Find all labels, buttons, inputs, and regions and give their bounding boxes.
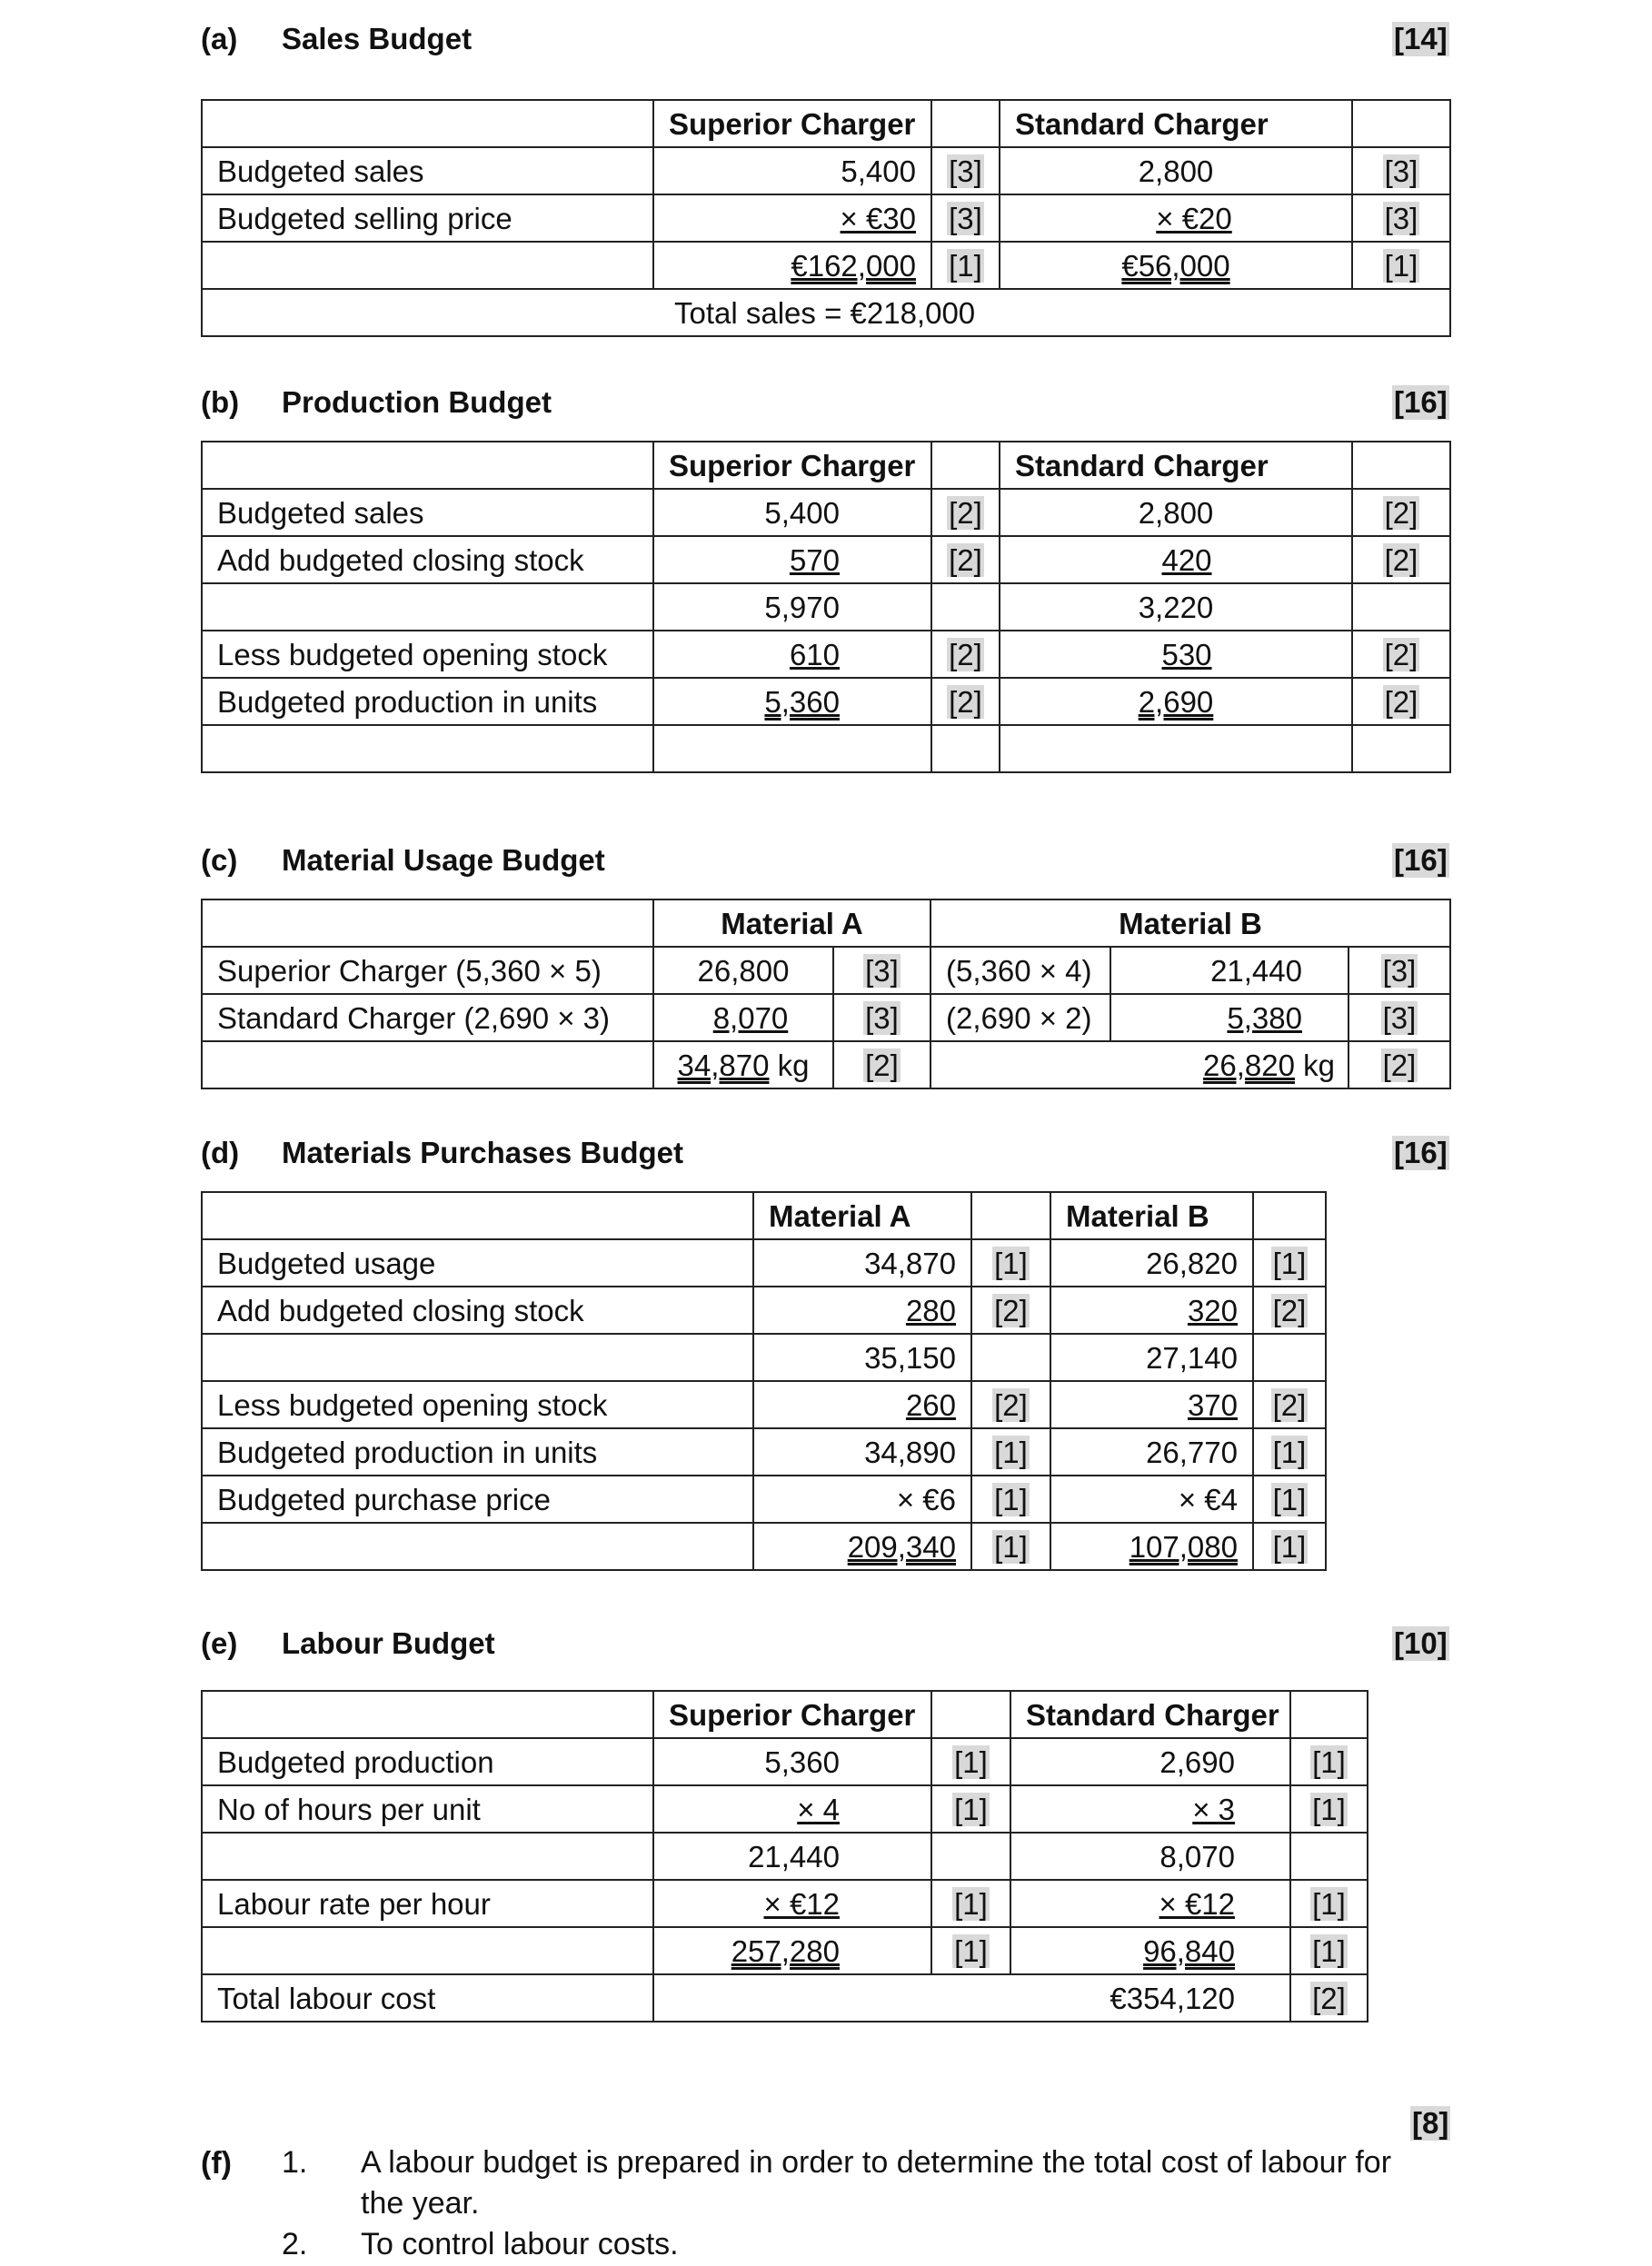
table-row: Labour rate per hour × €12 [1] × €12 [1] [202, 1880, 1368, 1927]
table-row: Add budgeted closing stock 570 [2] 420 [2] [202, 536, 1450, 583]
marks-badge: [3] [1382, 1000, 1417, 1035]
table-row: 257,280 [1] 96,840 [1] [202, 1927, 1368, 1974]
section-d-title: Materials Purchases Budget [282, 1136, 683, 1169]
section-b-marks: [16] [1394, 385, 1448, 419]
table-row: 21,440 8,070 [202, 1833, 1368, 1880]
section-a-title: Sales Budget [282, 22, 473, 55]
table-header-row [202, 442, 1450, 489]
marks-badge: [2] [1384, 495, 1418, 530]
total-labour-label: Total labour cost [202, 1974, 653, 2022]
col-header-material-a: Material A [753, 1192, 971, 1239]
section-c-title: Material Usage Budget [282, 843, 605, 877]
col-header-standard: Standard Charger [1000, 100, 1352, 147]
marks-badge: [3] [949, 201, 982, 235]
item-2-text: To control labour costs. [361, 2227, 679, 2261]
total-row [202, 289, 1450, 336]
table-header-row [202, 100, 1450, 147]
marks-badge: [1] [994, 1246, 1028, 1280]
marks-badge: [2] [949, 542, 982, 577]
table-row: 209,340 [1] 107,080 [1] [202, 1523, 1326, 1570]
col-header-material-b: Material B [1050, 1192, 1253, 1239]
col-header-material-b: Material B [930, 899, 1450, 947]
marks-badge: [3] [865, 953, 899, 988]
marks-badge: [3] [949, 154, 982, 188]
material-usage-table [201, 899, 1451, 1089]
marks-badge: [1] [954, 1933, 988, 1968]
section-e-letter: (e) [201, 1626, 238, 1660]
table-row: Standard Charger (2,690 × 3) 8,070 [3] (2,690 × 2) 5,380 [3] [202, 994, 1450, 1041]
marks-badge: [2] [1382, 1048, 1417, 1082]
marks-badge: [2] [949, 684, 982, 719]
table-row: No of hours per unit × 4 [1] × 3 [1] [202, 1785, 1368, 1833]
materials-purchases-table [201, 1191, 1327, 1571]
marks-badge: [2] [1272, 1293, 1307, 1327]
section-d-letter: (d) [201, 1136, 240, 1169]
marks-badge: [1] [1272, 1482, 1307, 1516]
marks-badge: [3] [1384, 154, 1418, 188]
marks-badge: [1] [1272, 1246, 1307, 1280]
section-b-letter: (b) [201, 385, 240, 419]
table-row: Less budgeted opening stock 260 [2] 370 [2] [202, 1381, 1326, 1428]
section-c-letter: (c) [201, 843, 238, 877]
marks-badge: [2] [1312, 1981, 1346, 2015]
marks-badge: [1] [954, 1886, 988, 1921]
marks-badge: [2] [949, 495, 982, 530]
total-row [202, 1974, 1368, 2022]
table-row [202, 725, 1450, 772]
marks-badge: [1] [1312, 1886, 1346, 1921]
marks-badge: [3] [1384, 201, 1418, 235]
table-header-row [202, 899, 1450, 947]
table-row: Superior Charger (5,360 × 5) 26,800 [3] (5,360 × 4) 21,440 [3] [202, 947, 1450, 994]
table-header-row [202, 1192, 1326, 1239]
marks-badge: [1] [994, 1529, 1028, 1564]
section-a-letter: (a) [201, 22, 238, 55]
marks-badge: [1] [949, 248, 982, 283]
table-row: Budgeted usage 34,870 [1] 26,820 [1] [202, 1239, 1326, 1287]
marks-badge: [1] [994, 1482, 1028, 1516]
marks-badge: [1] [954, 1744, 988, 1779]
labour-budget-table [201, 1690, 1368, 2023]
table-row: Budgeted production in units 5,360 [2] 2,690 [2] [202, 678, 1450, 725]
marks-badge: [1] [1272, 1529, 1307, 1564]
col-header-material-a: Material A [653, 899, 930, 947]
table-row: Less budgeted opening stock 610 [2] 530 [2] [202, 631, 1450, 678]
production-budget-table [201, 441, 1451, 773]
item-1-text: A labour budget is prepared in order to determine the total cost of labour for the year. [361, 2145, 1392, 2221]
marks-badge: [2] [1272, 1387, 1307, 1422]
table-row: Budgeted selling price × €30 [3] × €20 [3] [202, 194, 1450, 242]
col-header-superior: Superior Charger [653, 1691, 931, 1738]
marks-badge: [1] [1312, 1792, 1346, 1826]
table-row: Budgeted sales 5,400 [3] 2,800 [3] [202, 147, 1450, 194]
section-f-letter: (f) [201, 2146, 232, 2181]
marks-badge: [2] [1384, 542, 1418, 577]
sales-budget-table [201, 99, 1451, 337]
marks-badge: [1] [1384, 248, 1418, 283]
table-row: €162,000 [1] €56,000 [1] [202, 242, 1450, 289]
section-b-title: Production Budget [282, 385, 552, 419]
col-header-standard: Standard Charger [1010, 1691, 1290, 1738]
item-2-number: 2. [282, 2227, 308, 2261]
total-sales: Total sales = €218,000 [202, 289, 1450, 336]
marks-badge: [1] [1312, 1744, 1346, 1779]
section-e-title: Labour Budget [282, 1626, 495, 1660]
marks-badge: [2] [1384, 684, 1418, 719]
section-d-marks: [16] [1394, 1136, 1448, 1169]
section-a-marks: [14] [1394, 22, 1448, 55]
total-labour-value: €354,120 [653, 1974, 1290, 2022]
table-row: 5,970 3,220 [202, 583, 1450, 631]
col-header-standard: Standard Charger [1000, 442, 1352, 489]
item-1-number: 1. [282, 2145, 308, 2180]
table-row: Budgeted production in units 34,890 [1] 26,770 [1] [202, 1428, 1326, 1476]
section-c-marks: [16] [1394, 843, 1448, 877]
marks-badge: [2] [865, 1048, 899, 1082]
table-row: Add budgeted closing stock 280 [2] 320 [2] [202, 1287, 1326, 1334]
marks-badge: [2] [1384, 637, 1418, 671]
marks-badge: [1] [994, 1435, 1028, 1469]
col-header-superior: Superior Charger [653, 100, 931, 147]
table-header-row [202, 1691, 1368, 1738]
col-header-superior: Superior Charger [653, 442, 931, 489]
table-row: Budgeted production 5,360 [1] 2,690 [1] [202, 1738, 1368, 1785]
section-f-marks: [8] [1412, 2106, 1449, 2140]
marks-badge: [2] [994, 1387, 1028, 1422]
marks-badge: [1] [954, 1792, 988, 1826]
marks-badge: [1] [1312, 1933, 1346, 1968]
marks-badge: [3] [1382, 953, 1417, 988]
table-row: 35,150 27,140 [202, 1334, 1326, 1381]
section-e-marks: [10] [1394, 1626, 1448, 1660]
marks-badge: [2] [994, 1293, 1028, 1327]
marks-badge: [3] [865, 1000, 899, 1035]
table-row: Budgeted purchase price × €6 [1] × €4 [1] [202, 1476, 1326, 1523]
table-row: Budgeted sales 5,400 [2] 2,800 [2] [202, 489, 1450, 536]
marks-badge: [1] [1272, 1435, 1307, 1469]
marks-badge: [2] [949, 637, 982, 671]
table-row: 34,870 kg [2] 26,820 kg [2] [202, 1041, 1450, 1088]
